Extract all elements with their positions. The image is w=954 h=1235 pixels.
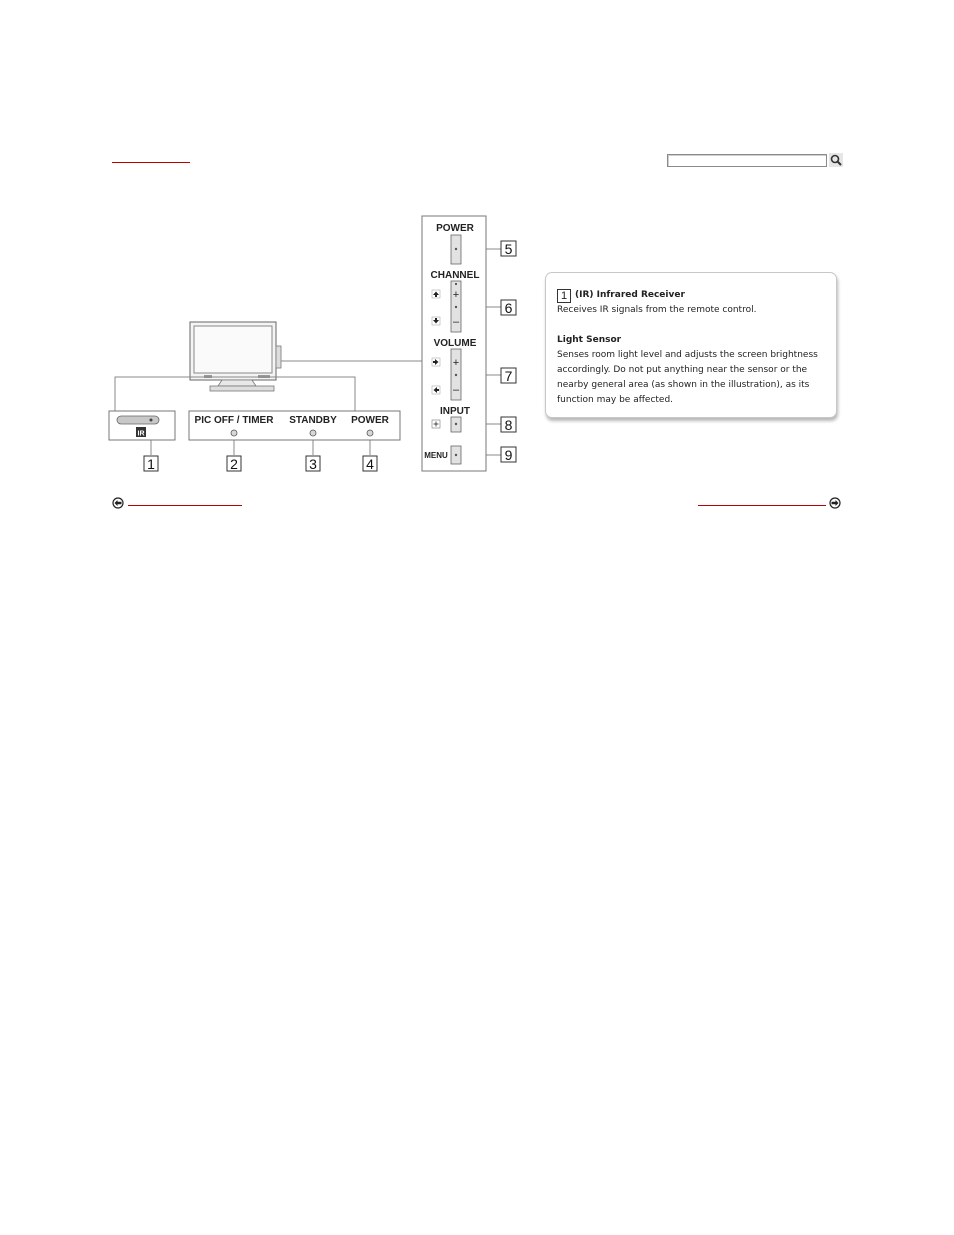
- side-power-label: POWER: [436, 223, 474, 234]
- callout-6: 6: [504, 300, 513, 316]
- callout-3: 3: [309, 456, 317, 472]
- input-icon: [432, 420, 440, 428]
- callout-1: 1: [147, 456, 155, 472]
- info-item2-title: Light Sensor: [557, 335, 622, 345]
- callout-9: 9: [504, 447, 513, 463]
- channel-label: CHANNEL: [430, 270, 480, 281]
- next-link[interactable]: [698, 505, 826, 506]
- callout-2: 2: [230, 456, 238, 472]
- svg-text:–: –: [452, 316, 460, 328]
- standby-led: [310, 430, 316, 436]
- svg-text:+: +: [452, 357, 460, 369]
- indicator-panel: [189, 411, 400, 440]
- channel-down-icon: [432, 317, 440, 325]
- info-item2-text: Senses room light level and adjusts the screen brightness accordingly. Do not put anything near the sensor or the nearby general area (as shown in the illustration), as its function may be affected.: [557, 350, 818, 405]
- svg-text:–: –: [452, 384, 460, 396]
- input-label: INPUT: [440, 406, 470, 417]
- callout-5: 5: [504, 241, 513, 257]
- front-power-label: POWER: [351, 415, 389, 426]
- standby-label: STANDBY: [289, 415, 337, 426]
- prev-link[interactable]: [128, 505, 242, 506]
- arrow-left-circle-icon: [112, 497, 124, 509]
- volume-label: VOLUME: [433, 338, 477, 349]
- ir-receiver-panel: [109, 411, 175, 440]
- callout-8: 8: [504, 417, 513, 433]
- tv-illustration: [190, 322, 281, 391]
- side-control-panel: [422, 216, 486, 471]
- info-panel: [545, 272, 837, 418]
- volume-down-icon: [432, 386, 440, 394]
- info-item1-title: (IR) Infrared Receiver: [575, 290, 685, 300]
- ir-label: IR: [137, 430, 145, 438]
- callout-7: 7: [504, 368, 513, 384]
- info-item1-number: 1: [557, 289, 571, 303]
- pic-off-timer-label: PIC OFF / TIMER: [194, 415, 274, 426]
- channel-up-icon: [432, 290, 440, 298]
- svg-text:+: +: [452, 289, 460, 301]
- prev-button[interactable]: [112, 494, 124, 513]
- info-item1-text: Receives IR signals from the remote control.: [557, 305, 757, 315]
- pic-off-timer-led: [231, 430, 237, 436]
- arrow-right-circle-icon: [829, 497, 841, 509]
- callout-4: 4: [366, 456, 374, 472]
- next-button[interactable]: [829, 494, 841, 513]
- volume-up-icon: [432, 358, 440, 366]
- tv-controls-diagram: [0, 0, 954, 500]
- menu-label: MENU: [424, 451, 448, 460]
- power-led: [367, 430, 373, 436]
